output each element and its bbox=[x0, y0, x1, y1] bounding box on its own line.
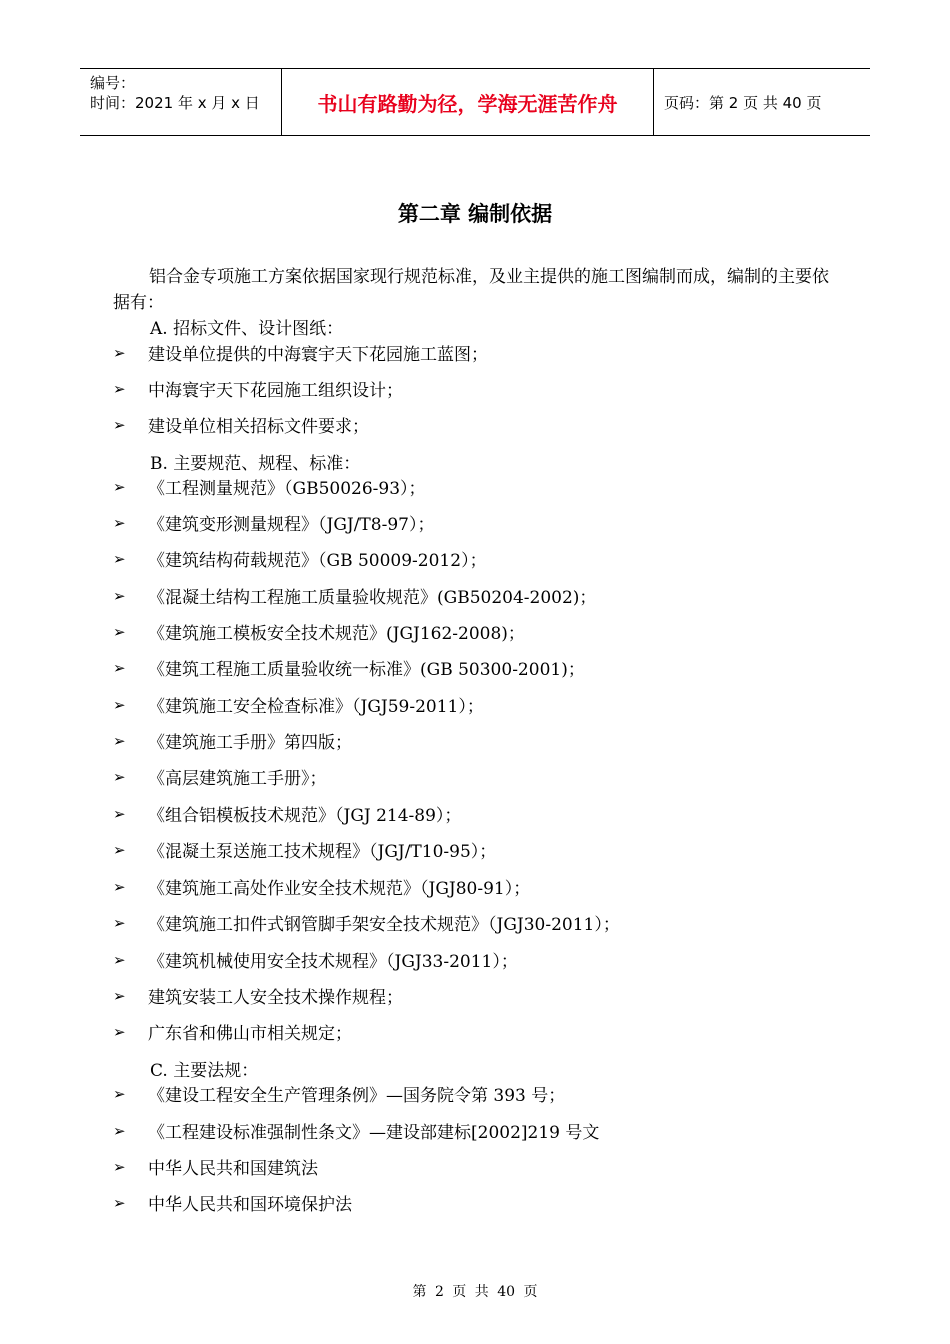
list-item bbox=[113, 474, 426, 499]
list-item-text: 《混凝土结构工程施工质量验收规范》(GB50204-2002)； bbox=[148, 588, 597, 608]
list-item-text: 《建筑施工模板安全技术规范》(JGJ162-2008)； bbox=[148, 624, 525, 644]
arrowhead-bullet-icon: ➢ bbox=[113, 586, 126, 605]
list-item-text: 《组合铝模板技术规范》（JGJ 214-89）； bbox=[148, 806, 462, 826]
list-item bbox=[113, 1118, 599, 1143]
list-item bbox=[113, 546, 487, 571]
arrowhead-bullet-icon: ➢ bbox=[113, 477, 126, 496]
list-item bbox=[113, 583, 596, 608]
arrowhead-bullet-icon: ➢ bbox=[113, 840, 126, 859]
header-number: 编号： bbox=[90, 74, 136, 92]
arrowhead-bullet-icon: ➢ bbox=[113, 731, 126, 750]
list-item bbox=[113, 910, 620, 935]
list-item-text: 《建设工程安全生产管理条例》—国务院令第 393 号； bbox=[148, 1086, 566, 1106]
arrowhead-bullet-icon: ➢ bbox=[113, 415, 126, 434]
list-item bbox=[113, 728, 352, 753]
list-item-text: 《建筑结构荷载规范》（GB 50009-2012）； bbox=[148, 551, 487, 571]
list-item bbox=[113, 1019, 352, 1044]
list-item bbox=[113, 801, 461, 826]
section-c-heading: C. 主要法规： bbox=[150, 1061, 259, 1081]
header-slogan: 书山有路勤为径，学海无涯苦作舟 bbox=[282, 69, 654, 135]
list-item-text: 《高层建筑施工手册》； bbox=[148, 769, 327, 789]
list-item bbox=[113, 655, 585, 680]
list-item-text: 《建筑变形测量规程》（JGJ/T8-97）； bbox=[148, 515, 435, 535]
list-item-text: 建设单位相关招标文件要求； bbox=[148, 417, 369, 437]
list-item bbox=[113, 983, 403, 1008]
header-meta bbox=[80, 69, 282, 135]
list-item-text: 《工程测量规范》（GB50026-93）； bbox=[148, 479, 426, 499]
list-item bbox=[113, 837, 496, 862]
arrowhead-bullet-icon: ➢ bbox=[113, 695, 126, 714]
list-item bbox=[113, 1190, 352, 1215]
list-item bbox=[113, 874, 530, 899]
page-footer: 第 2 页 共 40 页 bbox=[412, 1284, 538, 1300]
list-item-text: 中海寰宇天下花园施工组织设计； bbox=[148, 381, 403, 401]
arrowhead-bullet-icon: ➢ bbox=[113, 622, 126, 641]
list-item bbox=[113, 376, 403, 401]
page-header bbox=[80, 68, 870, 136]
list-item-text: 中华人民共和国建筑法 bbox=[148, 1159, 318, 1179]
list-item-text: 《建筑施工高处作业安全技术规范》（JGJ80-91）； bbox=[148, 879, 531, 899]
list-item bbox=[113, 764, 327, 789]
arrowhead-bullet-icon: ➢ bbox=[113, 343, 126, 362]
list-item-text: 《工程建设标准强制性条文》—建设部建标[2002]219 号文 bbox=[148, 1123, 600, 1143]
arrowhead-bullet-icon: ➢ bbox=[113, 658, 126, 677]
list-item-text: 《混凝土泵送施工技术规程》（JGJ/T10-95）； bbox=[148, 842, 497, 862]
list-item-text: 《建筑工程施工质量验收统一标准》(GB 50300-2001)； bbox=[148, 660, 585, 680]
arrowhead-bullet-icon: ➢ bbox=[113, 804, 126, 823]
arrowhead-bullet-icon: ➢ bbox=[113, 1157, 126, 1176]
list-item bbox=[113, 619, 525, 644]
arrowhead-bullet-icon: ➢ bbox=[113, 513, 126, 532]
section-b-heading: B. 主要规范、规程、标准： bbox=[150, 454, 361, 474]
arrowhead-bullet-icon: ➢ bbox=[113, 877, 126, 896]
arrowhead-bullet-icon: ➢ bbox=[113, 913, 126, 932]
list-item bbox=[113, 412, 369, 437]
arrowhead-bullet-icon: ➢ bbox=[113, 1084, 126, 1103]
section-a-heading: A. 招标文件、设计图纸： bbox=[150, 319, 344, 339]
list-item bbox=[113, 1154, 318, 1179]
list-item bbox=[113, 510, 434, 535]
arrowhead-bullet-icon: ➢ bbox=[113, 549, 126, 568]
list-item bbox=[113, 340, 488, 365]
list-item-text: 建筑安装工人安全技术操作规程； bbox=[148, 988, 403, 1008]
list-item-text: 《建筑机械使用安全技术规程》（JGJ33-2011）； bbox=[148, 952, 518, 972]
arrowhead-bullet-icon: ➢ bbox=[113, 1193, 126, 1212]
arrowhead-bullet-icon: ➢ bbox=[113, 1022, 126, 1041]
list-item-text: 广东省和佛山市相关规定； bbox=[148, 1024, 352, 1044]
header-page-info: 页码：第 2 页 共 40 页 bbox=[664, 93, 822, 112]
list-item-text: 《建筑施工扣件式钢管脚手架安全技术规范》（JGJ30-2011）； bbox=[148, 915, 620, 935]
list-item bbox=[113, 692, 484, 717]
arrowhead-bullet-icon: ➢ bbox=[113, 950, 126, 969]
list-item-text: 《建筑施工安全检查标准》（JGJ59-2011）； bbox=[148, 697, 484, 717]
list-item-text: 建设单位提供的中海寰宇天下花园施工蓝图； bbox=[148, 345, 488, 365]
arrowhead-bullet-icon: ➢ bbox=[113, 379, 126, 398]
chapter-title: 第二章 编制依据 bbox=[397, 202, 553, 226]
arrowhead-bullet-icon: ➢ bbox=[113, 1121, 126, 1140]
list-item-text: 《建筑施工手册》第四版； bbox=[148, 733, 352, 753]
list-item bbox=[113, 947, 518, 972]
list-item-text: 中华人民共和国环境保护法 bbox=[148, 1195, 352, 1215]
header-time: 时间：2021 年 x 月 x 日 bbox=[90, 94, 260, 112]
intro-paragraph: 铝合金专项施工方案依据国家现行规范标准，及业主提供的施工图编制而成，编制的主要依据有： bbox=[113, 267, 829, 313]
list-item bbox=[113, 1081, 565, 1106]
arrowhead-bullet-icon: ➢ bbox=[113, 986, 126, 1005]
arrowhead-bullet-icon: ➢ bbox=[113, 767, 126, 786]
